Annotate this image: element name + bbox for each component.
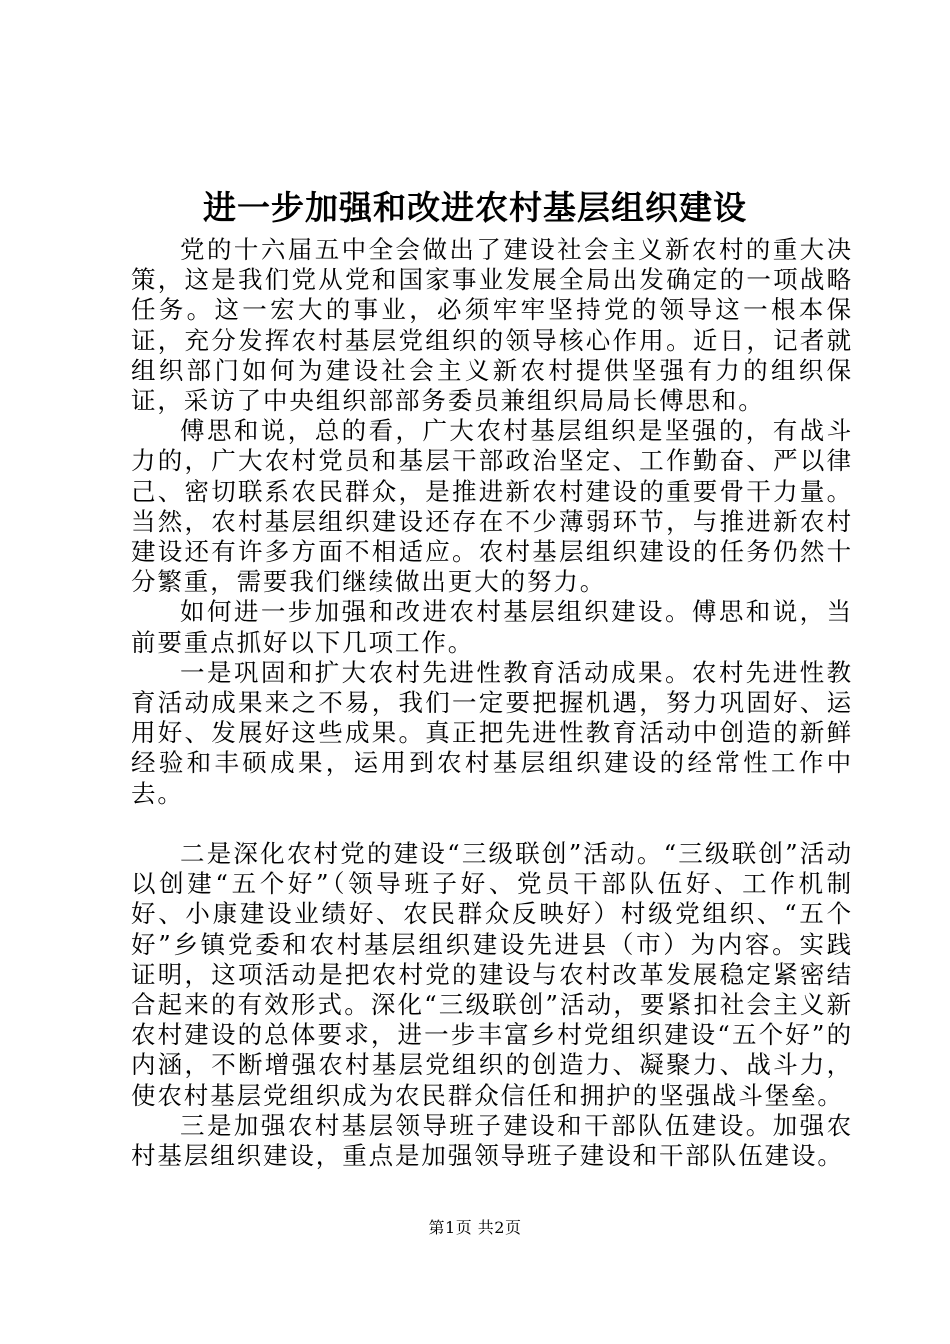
document-title: 进一步加强和改进农村基层组织建设	[203, 188, 747, 227]
blank-line	[131, 809, 853, 839]
page-number-footer: 第1页 共2页	[428, 1218, 522, 1237]
paragraph-4: 一是巩固和扩大农村先进性教育活动成果。农村先进性教育活动成果来之不易，我们一定要把握机遇，努力巩固好、运用好、发展好这些成果。真正把先进性教育活动中创造的新鲜经验和丰硕成果，运用到农村基层组织建设的经常性工作中去。	[131, 657, 853, 808]
paragraph-5: 二是深化农村党的建设“三级联创”活动。“三级联创”活动以创建“五个好”（领导班子好、党员干部队伍好、工作机制好、小康建设业绩好、农民群众反映好）村级党组织、“五个好”乡镇党委和农村基层组织建设先进县（市）为内容。实践证明，这项活动是把农村党的建设与农村改革发展稳定紧密结合起来的有效形式。深化“三级联创”活动，要紧扣社会主义新农村建设的总体要求，进一步丰富乡村党组织建设“五个好”的内涵，不断增强农村基层党组织的创造力、凝聚力、战斗力，使农村基层党组织成为农民群众信任和拥护的坚强战斗堡垒。	[131, 839, 853, 1110]
paragraph-3: 如何进一步加强和改进农村基层组织建设。傅思和说，当前要重点抓好以下几项工作。	[131, 597, 853, 657]
paragraph-2: 傅思和说，总的看，广大农村基层组织是坚强的，有战斗力的，广大农村党员和基层干部政治坚定、工作勤奋、严以律己、密切联系农民群众，是推进新农村建设的重要骨干力量。当然，农村基层组织建设还存在不少薄弱环节，与推进新农村建设还有许多方面不相适应。农村基层组织建设的任务仍然十分繁重，需要我们继续做出更大的努力。	[131, 416, 853, 597]
paragraph-1: 党的十六届五中全会做出了建设社会主义新农村的重大决策，这是我们党从党和国家事业发展全局出发确定的一项战略任务。这一宏大的事业，必须牢牢坚持党的领导这一根本保证，充分发挥农村基层党组织的领导核心作用。近日，记者就组织部门如何为建设社会主义新农村提供坚强有力的组织保证，采访了中央组织部部务委员兼组织局局长傅思和。	[131, 235, 853, 416]
document-body	[131, 235, 853, 1171]
paragraph-6: 三是加强农村基层领导班子建设和干部队伍建设。加强农村基层组织建设，重点是加强领导班子建设和干部队伍建设。	[131, 1110, 853, 1171]
